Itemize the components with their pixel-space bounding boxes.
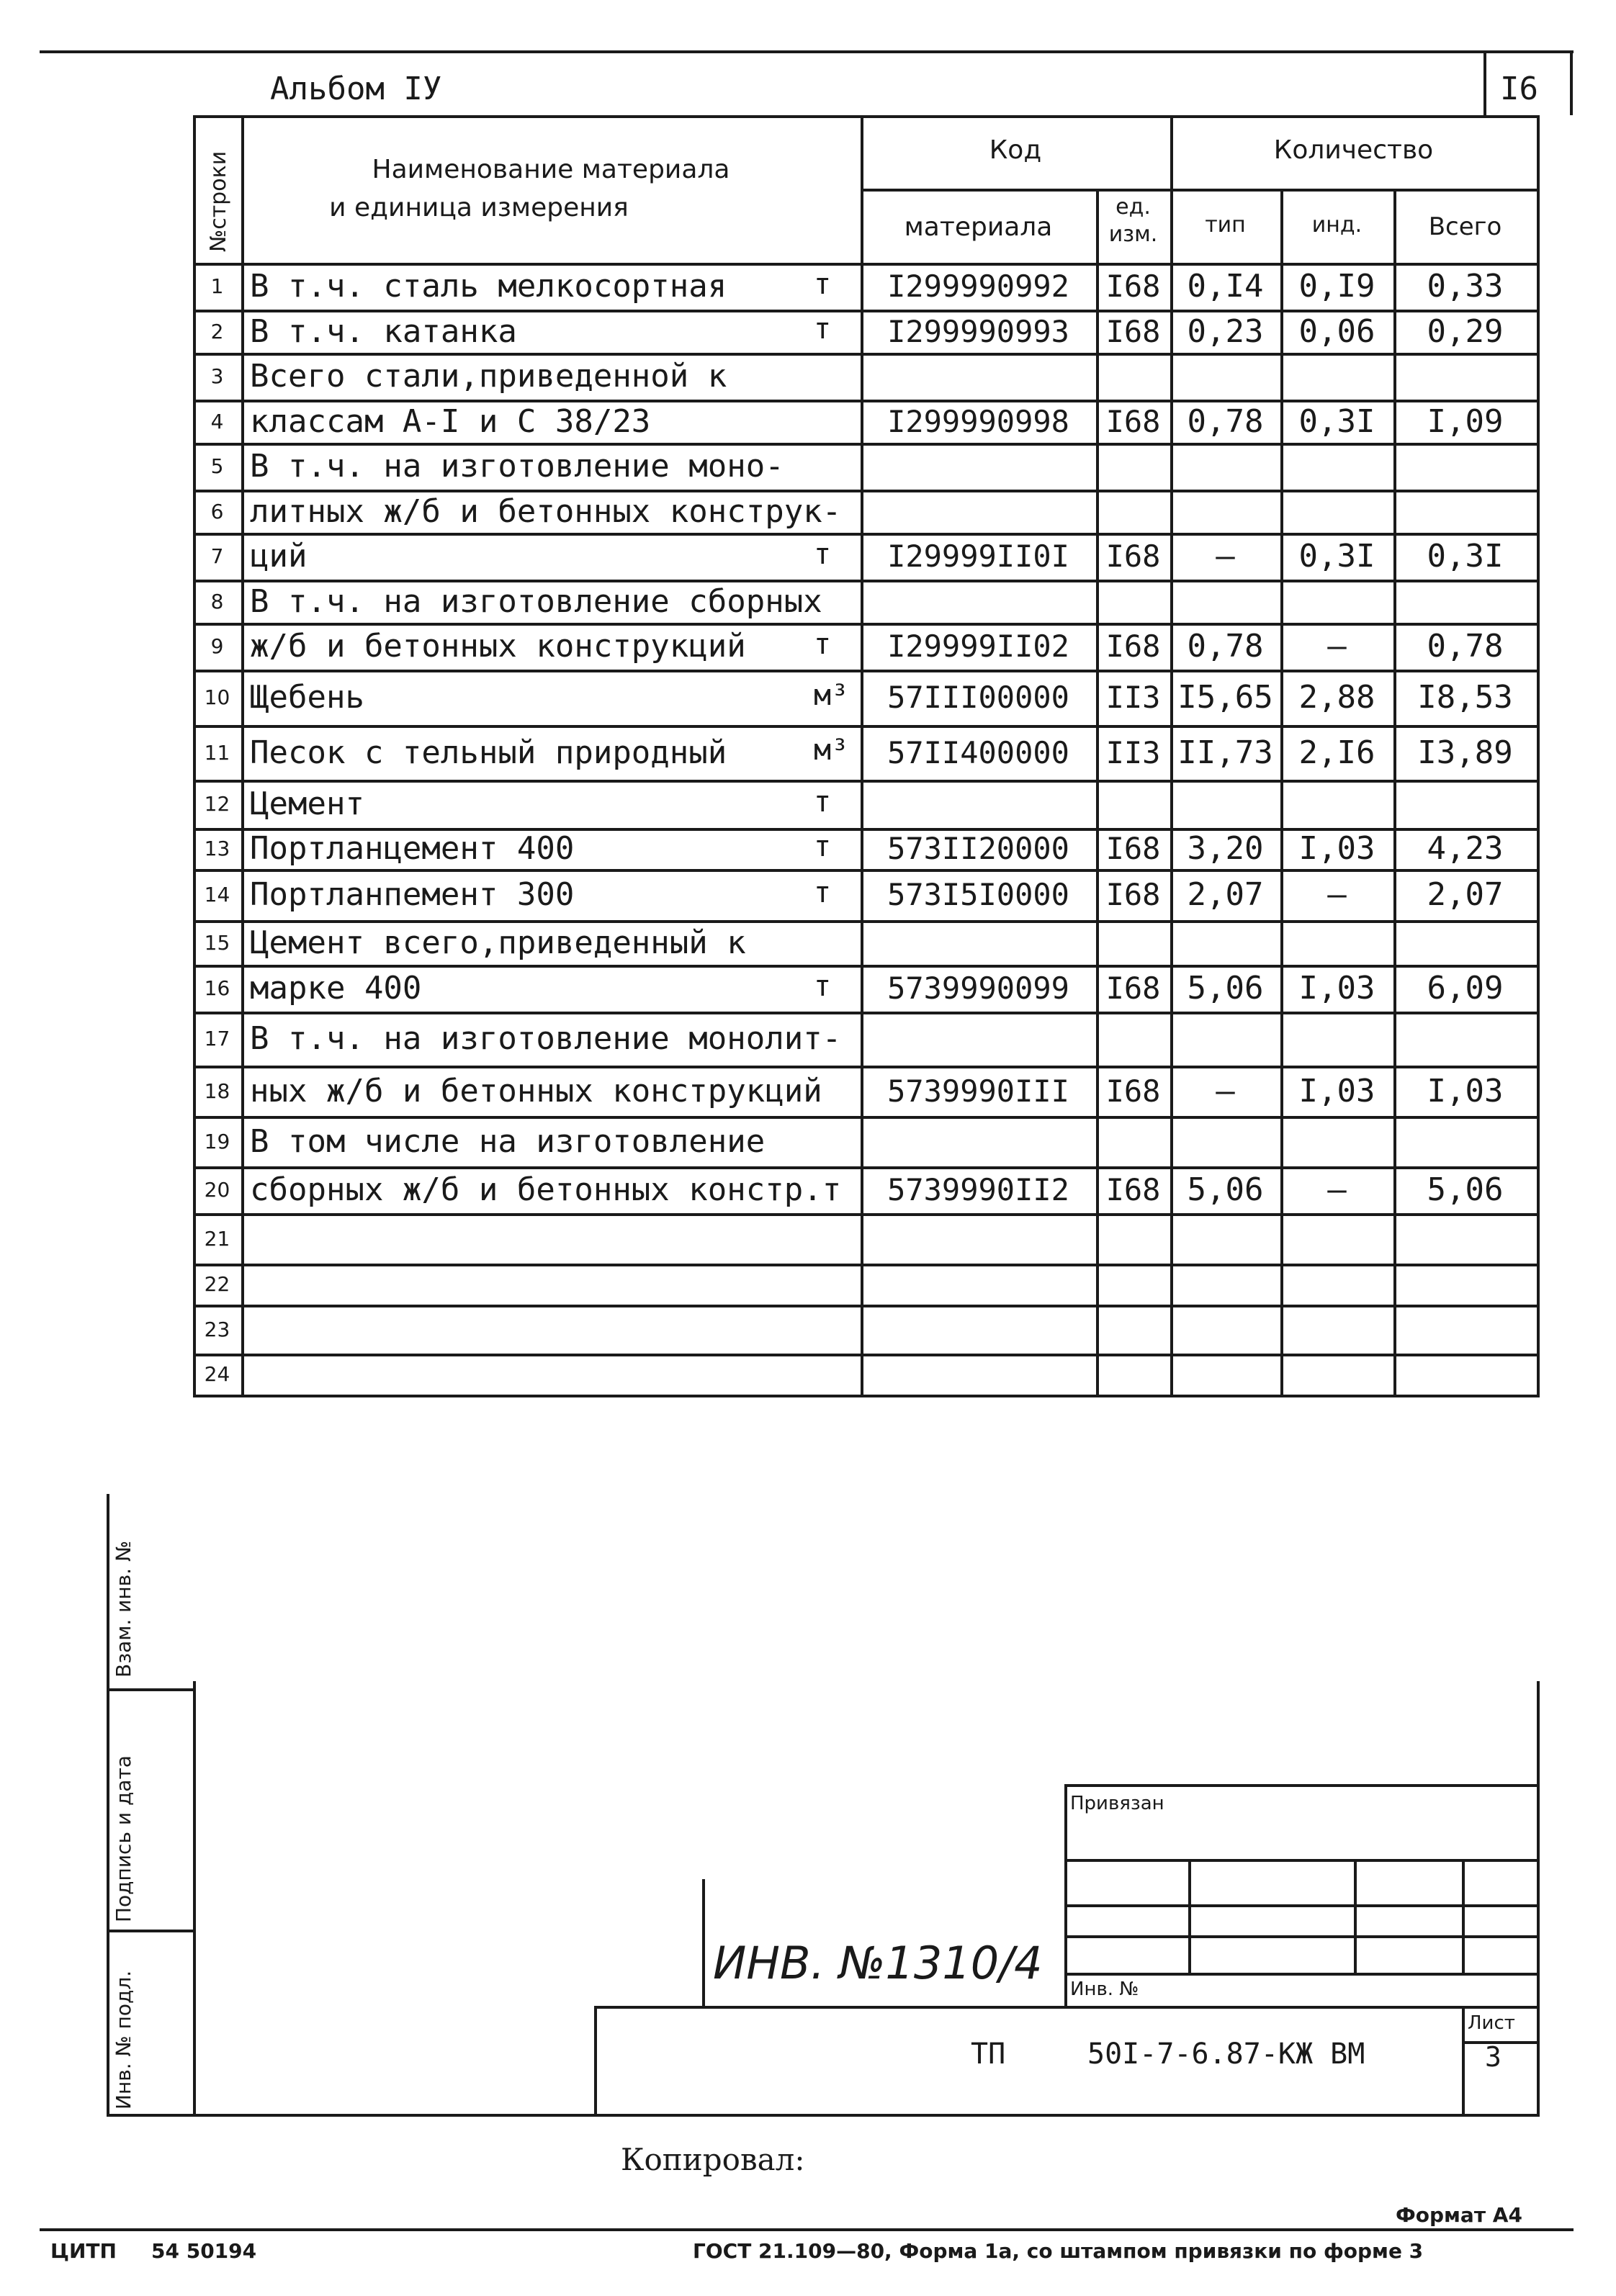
row-total: 6,09: [1427, 970, 1504, 1007]
row-unit: I68: [1105, 1073, 1161, 1109]
row-total: 4,23: [1427, 830, 1504, 867]
row-code: [861, 1012, 1096, 1066]
row-name: В т.ч. катанка: [250, 312, 517, 350]
row-name: [212, 1213, 869, 1264]
row-name: [212, 1264, 869, 1305]
row-number: 10: [204, 685, 230, 709]
row-total: [1393, 1116, 1537, 1166]
row-name: Песок с тельный природный: [250, 734, 727, 771]
row-ind: [1280, 353, 1393, 400]
row-ind: –: [1327, 1171, 1347, 1208]
row-unit: I68: [1105, 971, 1161, 1006]
row-name: Портланпемент 300: [250, 876, 575, 913]
row-number: 16: [204, 976, 230, 1000]
row-code: I299990998: [887, 403, 1069, 439]
row-code: 57III00000: [887, 680, 1069, 715]
row-tip: –: [1216, 538, 1235, 575]
row-total: I3,89: [1417, 734, 1513, 771]
row-unit: [1096, 1264, 1170, 1305]
row-ind: 0,I9: [1298, 268, 1375, 305]
row-tip: II,73: [1177, 734, 1273, 771]
table-top-line: [193, 115, 1537, 118]
row-code: 5739990II2: [887, 1172, 1069, 1207]
row-unit: [1096, 353, 1170, 400]
side-label-podpis: Подпись и дата: [112, 1755, 135, 1922]
row-number: 3: [210, 364, 224, 388]
row-unit: [1096, 443, 1170, 490]
row-ind: [1280, 1116, 1393, 1166]
row-total: [1393, 580, 1537, 623]
row-total: [1393, 443, 1537, 490]
row-number: 1: [210, 274, 224, 298]
row-code: [861, 490, 1096, 533]
row-number: 14: [204, 883, 230, 906]
row-unit: [1096, 490, 1170, 533]
org-label: ЦИТП: [50, 2239, 117, 2263]
row-ind: I,03: [1298, 970, 1375, 1007]
row-unit: [1096, 780, 1170, 828]
row-name: [212, 1305, 869, 1354]
row-tip: 0,I4: [1187, 268, 1264, 305]
handwritten-inv-number: ИНВ. №1310/4: [713, 1937, 1043, 1989]
row-total: [1393, 1213, 1537, 1264]
row-unit-mark: т: [814, 312, 832, 346]
row-code: [861, 1305, 1096, 1354]
header-mid-line: [861, 189, 1537, 192]
stamp-line-top: [1064, 1784, 1537, 1787]
row-number: 2: [210, 319, 224, 343]
row-code: 57II400000: [887, 734, 1069, 770]
list-label: Лист: [1468, 2012, 1515, 2034]
row-unit: [1096, 580, 1170, 623]
row-total: 2,07: [1427, 876, 1504, 913]
row-code: 5739990099: [887, 971, 1069, 1006]
row-unit-mark: т: [814, 969, 832, 1003]
row-code: 573II20000: [887, 831, 1069, 866]
row-unit: [1096, 920, 1170, 965]
row-tip: [1170, 920, 1280, 965]
stamp-col-1: [1188, 1859, 1191, 1974]
row-number: 21: [204, 1226, 230, 1251]
row-name: В т.ч. на изготовление монолит-: [250, 1020, 842, 1057]
row-unit: I68: [1105, 269, 1161, 304]
row-ind: 0,3I: [1298, 402, 1375, 440]
col-material: материала: [904, 212, 1053, 242]
footer-line: [40, 2228, 1574, 2231]
row-total: 5,06: [1427, 1171, 1504, 1208]
side-strip-divider-1: [107, 1688, 193, 1691]
row-total: I,09: [1427, 402, 1504, 440]
row-number: 20: [204, 1178, 230, 1202]
row-total: [1393, 1305, 1537, 1354]
row-ind: [1280, 1012, 1393, 1066]
row-tip: [1170, 353, 1280, 400]
row-unit: I68: [1105, 403, 1161, 439]
col-quantity: Количество: [1273, 135, 1434, 165]
row-tip: 0,23: [1187, 312, 1264, 350]
col-tip: тип: [1205, 212, 1246, 238]
album-title: Альбом IУ: [270, 71, 442, 107]
row-tip: 5,06: [1187, 970, 1264, 1007]
row-total: [1393, 1012, 1537, 1066]
row-name: марке 400: [250, 970, 422, 1007]
row-unit-mark: т: [814, 875, 832, 909]
row-total: [1393, 1264, 1537, 1305]
inv-no-label: Инв. №: [1070, 1978, 1139, 2000]
row-total: 0,33: [1427, 268, 1504, 305]
row-unit-mark: т: [814, 537, 832, 571]
privyazan-label: Привязан: [1070, 1793, 1164, 1814]
top-border: [40, 50, 1574, 53]
stamp-list-left: [1462, 2006, 1465, 2115]
row-code: [861, 920, 1096, 965]
row-ind: –: [1327, 876, 1347, 913]
row-number: 12: [204, 792, 230, 816]
row-code: [861, 1213, 1096, 1264]
row-ind: [1280, 780, 1393, 828]
col-code: Код: [989, 135, 1042, 165]
row-total: 0,78: [1427, 628, 1504, 665]
sheet-number: I6: [1500, 71, 1538, 107]
row-number: 9: [210, 634, 224, 658]
row-number: 23: [204, 1317, 230, 1341]
row-code: 5739990III: [887, 1073, 1069, 1109]
side-strip-left: [107, 1494, 109, 2117]
row-number: 17: [204, 1027, 230, 1050]
doc-code: 50I-7-6.87-КЖ ВМ: [1087, 2038, 1365, 2071]
row-tip: I5,65: [1177, 679, 1273, 716]
row-name: В т.ч. на изготовление моно-: [250, 448, 784, 485]
row-unit: [1096, 1354, 1170, 1395]
side-strip-divider-2: [107, 1930, 193, 1932]
stamp-doc-left: [594, 2006, 597, 2115]
row-tip: [1170, 1305, 1280, 1354]
row-name: Всего стали,приведенной к: [250, 358, 727, 395]
row-code: [861, 1354, 1096, 1395]
stamp-col-2: [1354, 1859, 1357, 1974]
row-code: I299990993: [887, 313, 1069, 349]
row-name: литных ж/б и бетонных конструк-: [250, 492, 842, 530]
format-label: Формат А4: [1396, 2203, 1522, 2227]
row-name: ных ж/б и бетонных конструкций: [250, 1072, 822, 1109]
row-name: Портланцемент 400: [250, 830, 575, 867]
row-ind: –: [1327, 628, 1347, 665]
row-ind: 0,06: [1298, 312, 1375, 350]
row-code: [861, 353, 1096, 400]
row-tip: [1170, 580, 1280, 623]
row-name: Щебень: [250, 679, 364, 716]
table-row-line: [193, 1395, 1537, 1397]
row-ind: 0,3I: [1298, 538, 1375, 575]
row-number: 15: [204, 930, 230, 955]
row-unit: [1096, 1012, 1170, 1066]
row-total: I8,53: [1417, 679, 1513, 716]
col-unit-line2: изм.: [1108, 222, 1158, 247]
row-unit: I68: [1105, 629, 1161, 664]
side-label-inv-podl: Инв. № подл.: [112, 1970, 135, 2110]
row-number: 6: [210, 499, 224, 523]
row-unit: I68: [1105, 877, 1161, 912]
row-unit: I68: [1105, 1172, 1161, 1207]
doc-code-prefix: ТП: [971, 2038, 1006, 2071]
row-tip: 0,78: [1187, 628, 1264, 665]
lower-frame-right: [1537, 1681, 1540, 2117]
order-number: 54 50194: [151, 2239, 257, 2263]
row-tip: [1170, 1213, 1280, 1264]
col-name-line1: Наименование материала: [372, 155, 730, 184]
row-tip: [1170, 490, 1280, 533]
table-col-line: [1537, 115, 1540, 1397]
row-number: 18: [204, 1079, 230, 1103]
row-total: 0,29: [1427, 312, 1504, 350]
row-total: [1393, 353, 1537, 400]
row-total: [1393, 780, 1537, 828]
col-ind: инд.: [1311, 212, 1363, 238]
row-name: ж/б и бетонных конструкций: [250, 628, 746, 665]
row-tip: [1170, 443, 1280, 490]
row-unit: [1096, 1305, 1170, 1354]
row-unit: I68: [1105, 313, 1161, 349]
row-code: 573I5I0000: [887, 877, 1069, 912]
row-unit: I68: [1105, 539, 1161, 574]
row-code: [861, 1116, 1096, 1166]
row-ind: [1280, 490, 1393, 533]
stamp-line-2: [1064, 1859, 1537, 1862]
row-name: Цемент: [250, 785, 364, 822]
row-unit: II3: [1105, 680, 1161, 715]
row-ind: [1280, 1264, 1393, 1305]
row-code: I29999II0I: [887, 539, 1069, 574]
row-name: В том числе на изготовление: [250, 1122, 766, 1160]
row-number: 13: [204, 837, 230, 860]
row-tip: [1170, 1264, 1280, 1305]
row-code: [861, 580, 1096, 623]
row-tip: [1170, 780, 1280, 828]
row-unit: I68: [1105, 831, 1161, 866]
row-ind: I,03: [1298, 1072, 1375, 1109]
col-total: Всего: [1428, 212, 1502, 241]
row-code: [861, 780, 1096, 828]
row-total: [1393, 1354, 1537, 1395]
stamp-line-3: [1064, 1904, 1537, 1907]
row-unit-mark: т: [814, 627, 832, 661]
row-number: 7: [210, 544, 224, 568]
row-unit: II3: [1105, 734, 1161, 770]
row-unit-mark: т: [814, 267, 832, 301]
row-unit-mark: м³: [814, 678, 849, 712]
row-tip: 2,07: [1187, 876, 1264, 913]
row-tip: 3,20: [1187, 830, 1264, 867]
list-number: 3: [1485, 2041, 1501, 2073]
row-tip: –: [1216, 1072, 1235, 1109]
row-name: Цемент всего,приведенный к: [250, 924, 746, 961]
row-ind: [1280, 580, 1393, 623]
row-tip: [1170, 1012, 1280, 1066]
row-unit: [1096, 1116, 1170, 1166]
lower-frame-left: [193, 1681, 196, 2117]
row-ind: 2,88: [1298, 679, 1375, 716]
row-number: 24: [204, 1362, 230, 1386]
row-ind: [1280, 1354, 1393, 1395]
row-ind: [1280, 443, 1393, 490]
row-unit-mark: т: [814, 785, 832, 819]
handwritten-box-left: [702, 1879, 705, 2007]
row-number: 8: [210, 589, 224, 613]
row-code: I29999II02: [887, 629, 1069, 664]
row-total: [1393, 920, 1537, 965]
col-rownum: №строки: [206, 150, 231, 252]
row-ind: [1280, 1213, 1393, 1264]
row-code: [861, 443, 1096, 490]
col-unit-line1: ед.: [1116, 194, 1151, 220]
col-name-line2: и единица измерения: [329, 193, 629, 222]
row-number: 5: [210, 454, 224, 478]
stamp-col-3: [1462, 1859, 1465, 1974]
row-tip: [1170, 1354, 1280, 1395]
row-unit-mark: т: [814, 829, 832, 863]
row-number: 22: [204, 1272, 230, 1296]
side-label-vzam: Взам. инв. №: [112, 1540, 135, 1678]
row-name: В т.ч. на изготовление сборных: [250, 582, 822, 620]
row-ind: 2,I6: [1298, 734, 1375, 771]
row-number: 4: [210, 409, 224, 433]
sheet-number-divider: [1483, 50, 1486, 115]
row-name: ций: [250, 538, 308, 575]
row-number: 11: [204, 740, 230, 765]
row-ind: I,03: [1298, 830, 1375, 867]
row-total: 0,3I: [1427, 538, 1504, 575]
row-ind: [1280, 1305, 1393, 1354]
row-tip: 0,78: [1187, 402, 1264, 440]
row-unit-mark: м³: [814, 734, 849, 767]
row-name: классам А-I и С 38/23: [250, 402, 651, 440]
row-code: I299990992: [887, 269, 1069, 304]
row-code: [861, 1264, 1096, 1305]
row-name: [212, 1354, 869, 1395]
row-ind: [1280, 920, 1393, 965]
row-total: [1393, 490, 1537, 533]
row-tip: 5,06: [1187, 1171, 1264, 1208]
row-unit: [1096, 1213, 1170, 1264]
row-total: I,03: [1427, 1072, 1504, 1109]
row-name: сборных ж/б и бетонных констр.т: [250, 1171, 842, 1208]
row-tip: [1170, 1116, 1280, 1166]
row-number: 19: [204, 1129, 230, 1153]
right-edge-top: [1570, 50, 1573, 115]
stamp-line-4: [1064, 1935, 1537, 1938]
lower-frame-bottom: [107, 2114, 1540, 2117]
kopiroval-label: Копировал:: [621, 2142, 805, 2177]
gost-label: ГОСТ 21.109—80, Форма 1а, со штампом привязки по форме 3: [693, 2239, 1424, 2263]
stamp-line-5: [1064, 1973, 1537, 1976]
stamp-line-6: [594, 2006, 1537, 2009]
row-name: В т.ч. сталь мелкосортная: [250, 268, 727, 305]
